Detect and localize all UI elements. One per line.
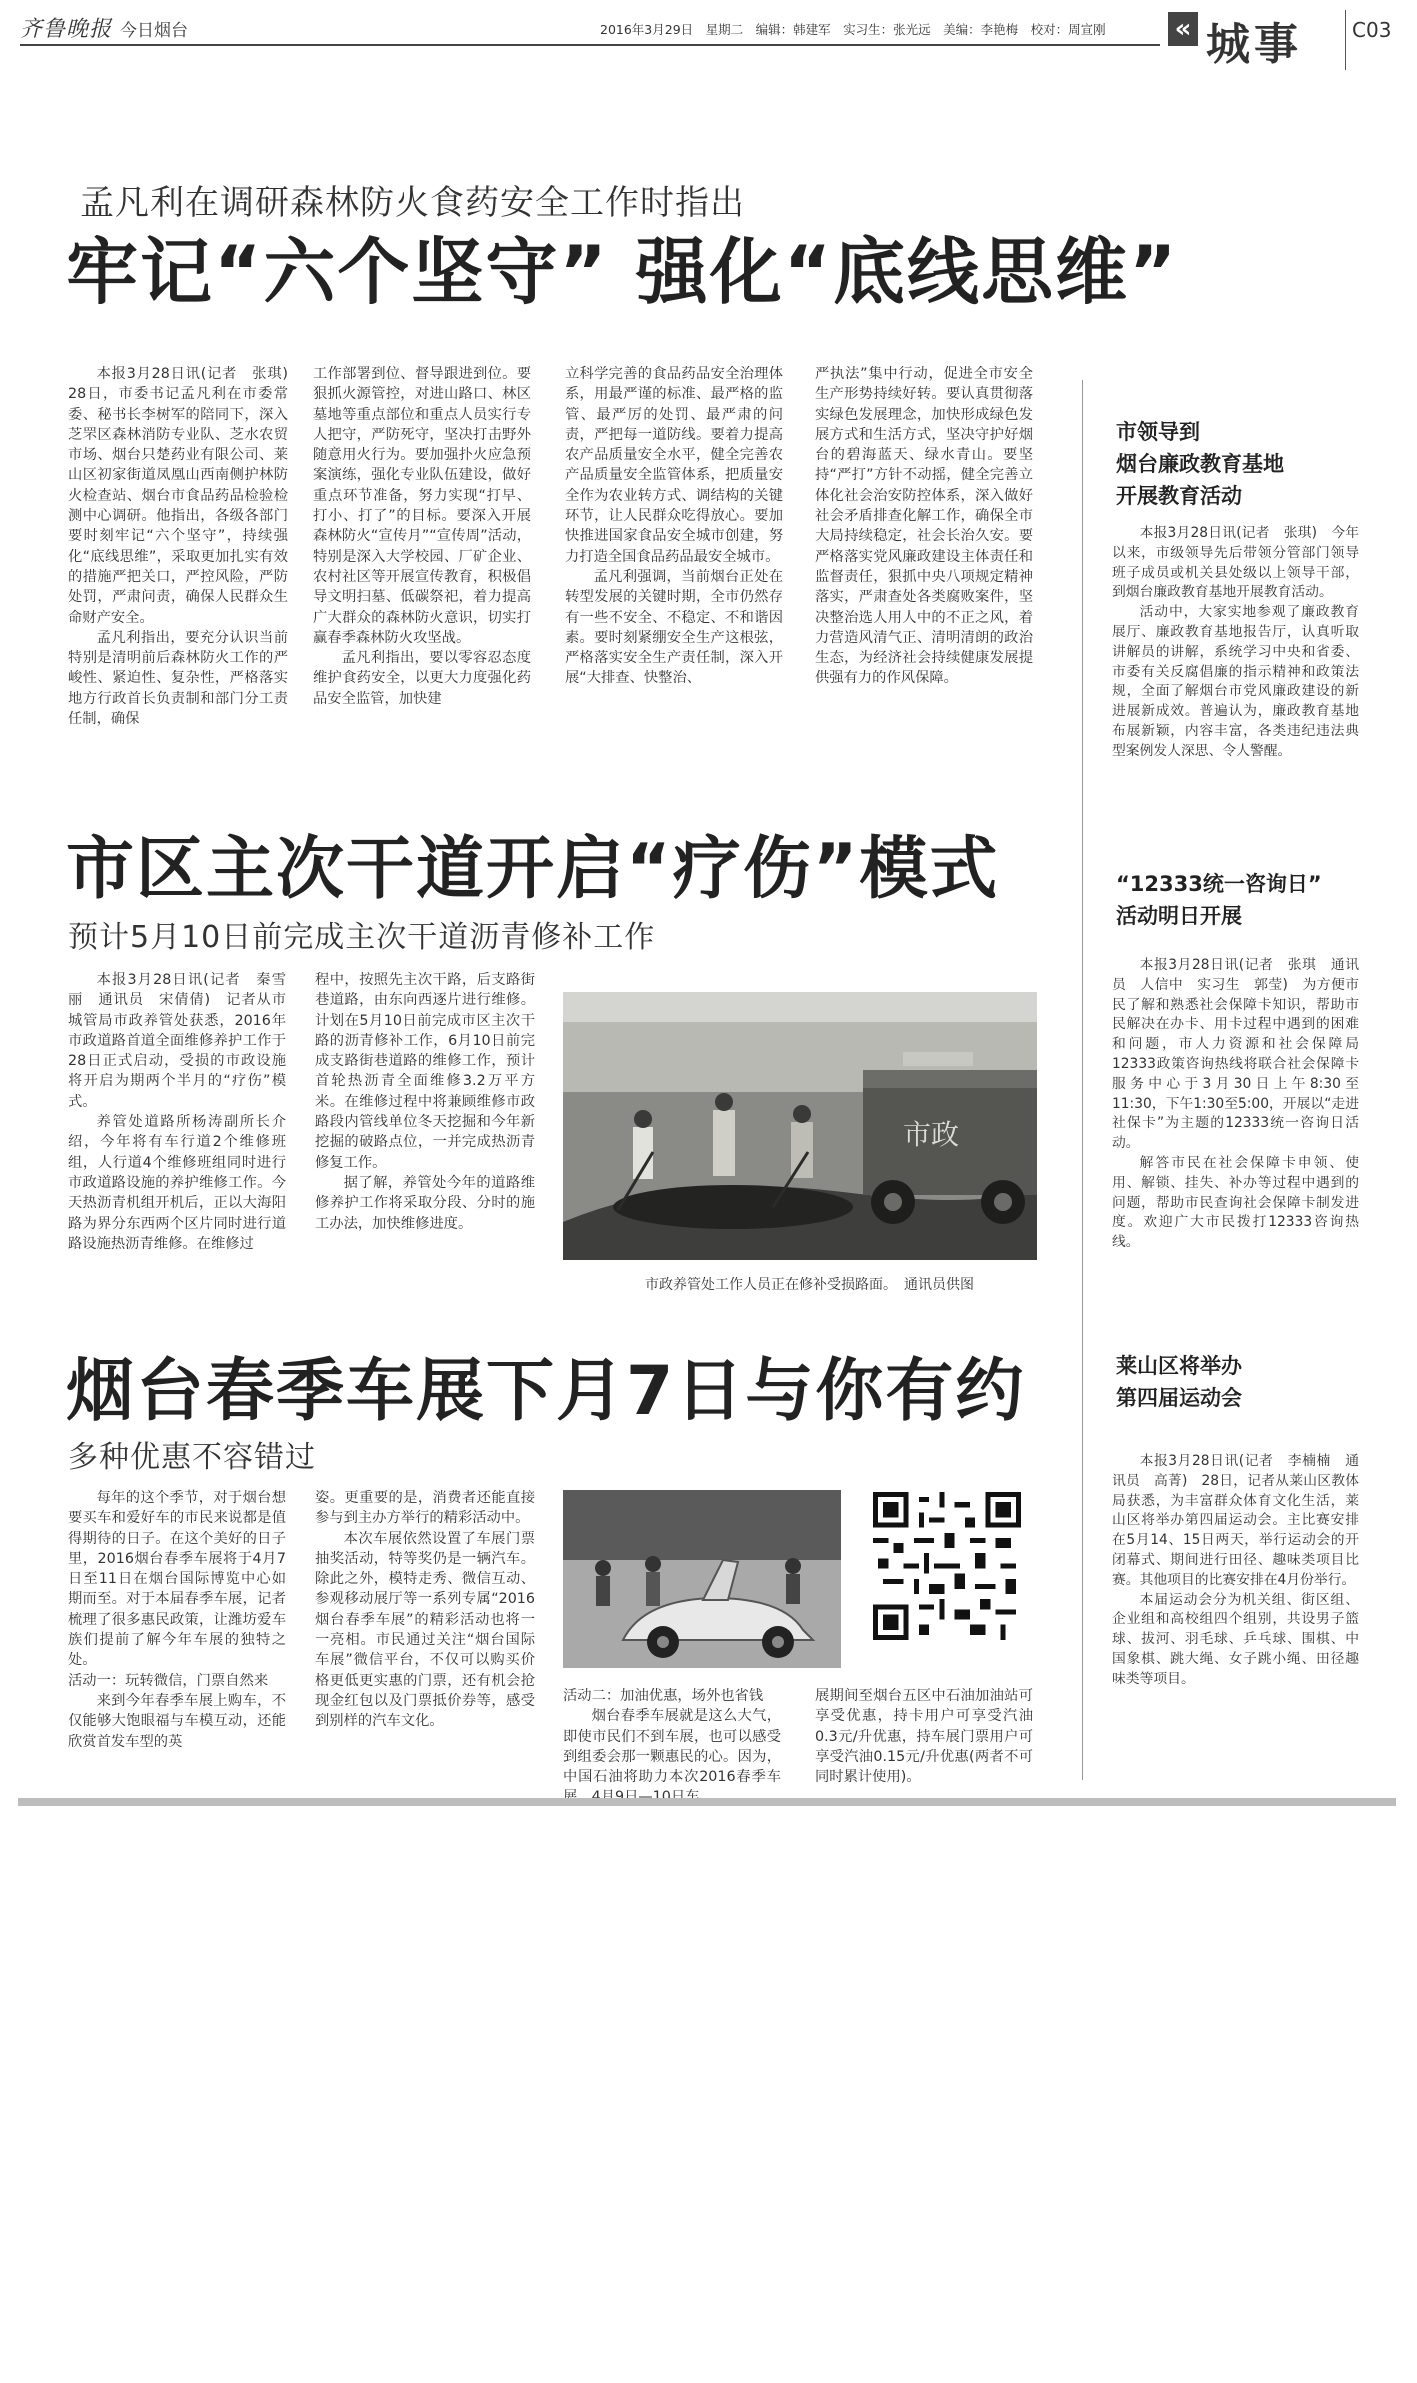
road-repair-illustration xyxy=(563,992,1037,1260)
paragraph: 据了解，养管处今年的道路维修养护工作将采取分段、分时的施工办法，加快维修进度。 xyxy=(315,1174,535,1232)
masthead-divider xyxy=(1345,10,1346,70)
sidebar-divider xyxy=(1082,380,1083,1780)
paragraph: 本报3月28日讯(记者 张琪) 28日，市委书记孟凡利在市委常委、秘书长李树军的陪同下，深入芝罘区森林消防专业队、芝水农贸市场、烟台只楚药业有限公司、莱山区初家街道凤凰山西南侧护林防火检查站、烟台市食品药品检验检测中心调研。他指出，各级各部门要时刻牢记“六个坚守”，持续强化“底线思维”，采取更加扎实有效的措施严把关口，严控风险，严防处罚，严肃问责，确保人民群众生命财产安全。 xyxy=(68,366,303,626)
paragraph: 展期间至烟台五区中石油加油站可享受优惠，持卡用户可享受汽油0.3元/升优惠，持车展门票用户可享受汽油0.15元/升优惠(两者不可同时累计使用)。 xyxy=(815,1688,1033,1786)
paragraph: 本报3月28日讯(记者 张琪 通讯员 人信中 实习生 郭莹) 为方便市民了解和熟悉社会保障卡知识，帮助市民解决在办卡、用卡过程中遇到的困难和问题，市人力资源和社会保障局12333政策咨询热线将联合社会保障卡服务中心于3月30日上午8:30至11:30，下午1:30至5:00，开展以“走进社保卡”为主题的12333统一咨询日活动。 xyxy=(1112,957,1359,1152)
paragraph: 活动一：玩转微信，门票自然来 xyxy=(68,1672,269,1689)
paragraph: 解答市民在社会保障卡申领、使用、解锁、挂失、补办等过程中遇到的问题，帮助市民查询社会保障卡制发进度。欢迎广大市民拨打12333咨询热线。 xyxy=(1112,1154,1359,1251)
qr-code-icon xyxy=(873,1492,1021,1640)
sidebar-item-2-headline xyxy=(1116,868,1366,932)
column-name: 今日烟台 xyxy=(120,21,188,41)
article1-column-2 xyxy=(313,364,531,769)
article2-column-2 xyxy=(315,970,535,1292)
section-title: 城事 xyxy=(1206,19,1302,70)
sidebar-item-3-body xyxy=(1112,1452,1359,1784)
headline-line: 活动明日开展 xyxy=(1116,904,1242,928)
headline-line: 市领导到 xyxy=(1116,420,1200,444)
article3-column-3 xyxy=(563,1686,781,1786)
paragraph: 活动中，大家实地参观了廉政教育展厅、廉政教育基地报告厅，认真听取讲解员的讲解，系统学习中央和省委、市委有关反腐倡廉的指示精神和政策法规，全面了解烟台市党风廉政建设的新进展新成效。普遍认为，廉政教育基地布展新颖，内容丰富，各类违纪违法典型案例发人深思、令人警醒。 xyxy=(1112,604,1359,759)
paragraph: 严执法”集中行动，促进全市安全生产形势持续好转。要认真贯彻落实绿色发展理念，加快形成绿色发展方式和生活方式，坚决守护好烟台的碧海蓝天、绿水青山。要坚持“严打”方针不动摇，健全完善立体化社会治安防控体系，深入做好社会矛盾排查化解工作，确保全市大局持续稳定，社会长治久安。要严格落实党风廉政建设主体责任和监督责任，狠抓中央八项规定精神落实，严肃查处各类腐败案件，坚决整治选人用人中的不正之风，着力营造风清气正、清明清朗的政治生态，为经济社会持续健康发展提供强有力的作风保障。 xyxy=(815,366,1033,687)
article2-column-1 xyxy=(68,970,286,1292)
article3-column-2 xyxy=(315,1488,535,1786)
article1-column-4 xyxy=(815,364,1033,769)
paragraph: 本报3月28日讯(记者 秦雪丽 通讯员 宋倩倩) 记者从市城管局市政养管处获悉，2016年市政道路首道全面维修养护工作于28日正式启动，受损的市政设施将开启为期两个半月的“疗伤”模式。 xyxy=(68,972,286,1110)
sidebar-item-2-body xyxy=(1112,956,1359,1336)
paragraph: 本报3月28日讯(记者 李楠楠 通讯员 高菁) 28日，记者从莱山区教体局获悉，为丰富群众体育文化生活，莱山区将举办第四届运动会。主比赛安排在5月14、15日两天，举行运动会的开闭幕式、期间进行田径、趣味类项目比赛。其他项目的比赛安排在4月份举行。 xyxy=(1112,1453,1359,1588)
article1-headline: 牢记“六个坚守” 强化“底线思维” xyxy=(66,230,1179,314)
road-repair-photo xyxy=(563,992,1037,1260)
truck-label: 市政 xyxy=(903,1118,960,1151)
photo-caption: 市政养管处工作人员正在修补受损路面。 通讯员供图 xyxy=(645,1277,974,1293)
article3-subhead: 多种优惠不容错过 xyxy=(68,1440,316,1475)
paragraph: 烟台春季车展就是这么大气，即使市民们不到车展，也可以感受到组委会那一颗惠民的心。因为，中国石油将助力本次2016春季车 xyxy=(563,1708,781,1786)
paragraph: 本届运动会分为机关组、街区组、企业组和高校组四个组别，共设男子篮球、拔河、羽毛球、乒乓球、围棋、中国象棋、跳大绳、女子跳小绳、田径趣味类等项目。 xyxy=(1112,1591,1359,1687)
paragraph: 程中，按照先主次干路，后支路街巷道路，由东向西逐片进行维修。计划在5月10日前完成市区主次干路的沥青修补工作，6月10日前完成支路街巷道路的维修工作，预计首轮热沥青全面维修3.2万平方米。在维修过程中将兼顾维修市政路段内管线单位冬天挖掘和今年新挖掘的破路点位，一并完成热沥青修复工作。 xyxy=(315,972,535,1171)
headline-line: 开展教育活动 xyxy=(1116,484,1242,508)
sidebar-item-1-body xyxy=(1112,524,1359,844)
paragraph: 养管处道路所杨涛副所长介绍，今年将有车行道2个维修班组，人行道4个维修班组同时进行市政道路设施的养护维修工作。今天热沥青机组开机后，正以大海阳路为界分东西两个区片同时进行道路设施热沥青维修。在维修过 xyxy=(68,1114,286,1252)
edition-info: 2016年3月29日 星期二 编辑：韩建军 实习生：张光远 美编：李艳梅 校对：周宣刚 xyxy=(600,22,1106,37)
qr-code[interactable] xyxy=(873,1492,1021,1640)
paragraph: 姿。更重要的是，消费者还能直接参与到主办方举行的精彩活动中。 xyxy=(315,1490,535,1527)
article1-column-1 xyxy=(68,364,303,769)
article1-column-3 xyxy=(565,364,783,769)
article3-headline: 烟台春季车展下月7日与你有约 xyxy=(66,1352,1026,1431)
headline-line: “12333统一咨询日” xyxy=(1116,872,1322,896)
paragraph: 来到今年春季车展上购车，不仅能够大饱眼福与车模互动，还能欣赏首发车型的英 xyxy=(68,1692,286,1750)
paragraph: 本次车展依然设置了车展门票抽奖活动，特等奖仍是一辆汽车。除此之外，模特走秀、微信互动、参观移动展厅等一系列专属“2016烟台春季车展”的精彩活动也将一一亮相。市民通过关注“烟台国际车展”微信平台，不仅可以购买价格更低更实惠的门票，还有机会抢现金红包以及门票抵价券等，感受到别样的汽车文化。 xyxy=(315,1530,535,1730)
paragraph: 立科学完善的食品药品安全治理体系，用最严谨的标准、最严格的监管、最严厉的处罚、最严肃的问责，严把每一道防线。要着力提高农产品质量安全水平，健全完善农产品质量安全监管体系，把质量安全作为农业转方式、调结构的关键环节，让人民群众吃得放心。要加快推进国家食品安全城市创建，努力打造全国食品药品最安全城市。 xyxy=(565,366,783,565)
car-show-illustration xyxy=(563,1490,841,1668)
sidebar-item-1-headline xyxy=(1116,416,1366,512)
article2-subhead: 预计5月10日前完成主次干道沥青修补工作 xyxy=(68,920,656,955)
newspaper-logo: 齐鲁晚报 xyxy=(20,17,113,42)
paragraph: 活动二：加油优惠，场外也省钱 xyxy=(563,1688,764,1704)
page-number: C03 xyxy=(1352,18,1392,42)
article3-column-1 xyxy=(68,1488,286,1786)
paragraph: 孟凡利指出，要以零容忍态度维护食药安全，以更大力度强化药品安全监管，加快建 xyxy=(313,650,531,707)
paragraph: 孟凡利指出，要充分认识当前特别是清明前后森林防火工作的严峻性、紧迫性、复杂性，严格落实地方行政首长负责制和部门分工责任制，确保 xyxy=(68,629,288,728)
headline-line: 烟台廉政教育基地 xyxy=(1116,452,1284,476)
paragraph: 本报3月28日讯(记者 张琪) 今年以来，市级领导先后带领分管部门领导班子成员或机关县处级以上领导干部，到烟台廉政教育基地开展教育活动。 xyxy=(1112,525,1359,601)
paragraph: 孟凡利强调，当前烟台正处在转型发展的关键时期，全市仍然存有一些不安全、不稳定、不和谐因素。要时刻紧绷安全生产这根弦，严格落实安全生产责任制，深入开展“大排查、快整治、 xyxy=(565,568,783,687)
masthead-rule xyxy=(20,44,1160,46)
bottom-rule xyxy=(18,1798,1396,1806)
paragraph: 工作部署到位、督导跟进到位。要狠抓火源管控，对进山路口、林区墓地等重点部位和重点人员实行专人把守，严防死守，坚决打击野外随意用火行为。要加强扑火应急预案演练，强化专业队伍建设，做好重点环节准备，努力实现“打早、打小、打了”的目标。要深入开展森林防火“宣传月”“宣传周”活动，特别是深入大学校园、厂矿企业、农村社区等开展宣传教育，积极倡导文明扫墓、低碳祭祀，着力提高广大群众的森林防火意识，切实打赢春季森林防火攻坚战。 xyxy=(313,366,531,646)
article3-column-4 xyxy=(815,1686,1033,1786)
paragraph: 每年的这个季节，对于烟台想要买车和爱好车的市民来说都是值得期待的日子。在这个美好的日子里，2016烟台春季车展将于4月7日至11日在烟台国际博览中心如期而至。对于本届春季车展，记者梳理了很多惠民政策，让潍坊爱车族们提前了解今年车展的独特之处。 xyxy=(68,1490,286,1669)
article1-kicker: 孟凡利在调研森林防火食药安全工作时指出 xyxy=(80,183,745,223)
sidebar-item-3-headline xyxy=(1116,1350,1366,1414)
headline-line: 第四届运动会 xyxy=(1116,1386,1242,1410)
chevron-left-icon: « xyxy=(1168,12,1198,46)
headline-line: 莱山区将举办 xyxy=(1116,1354,1242,1378)
article2-headline: 市区主次干道开启“疗伤”模式 xyxy=(66,830,1000,909)
car-show-photo xyxy=(563,1490,841,1668)
